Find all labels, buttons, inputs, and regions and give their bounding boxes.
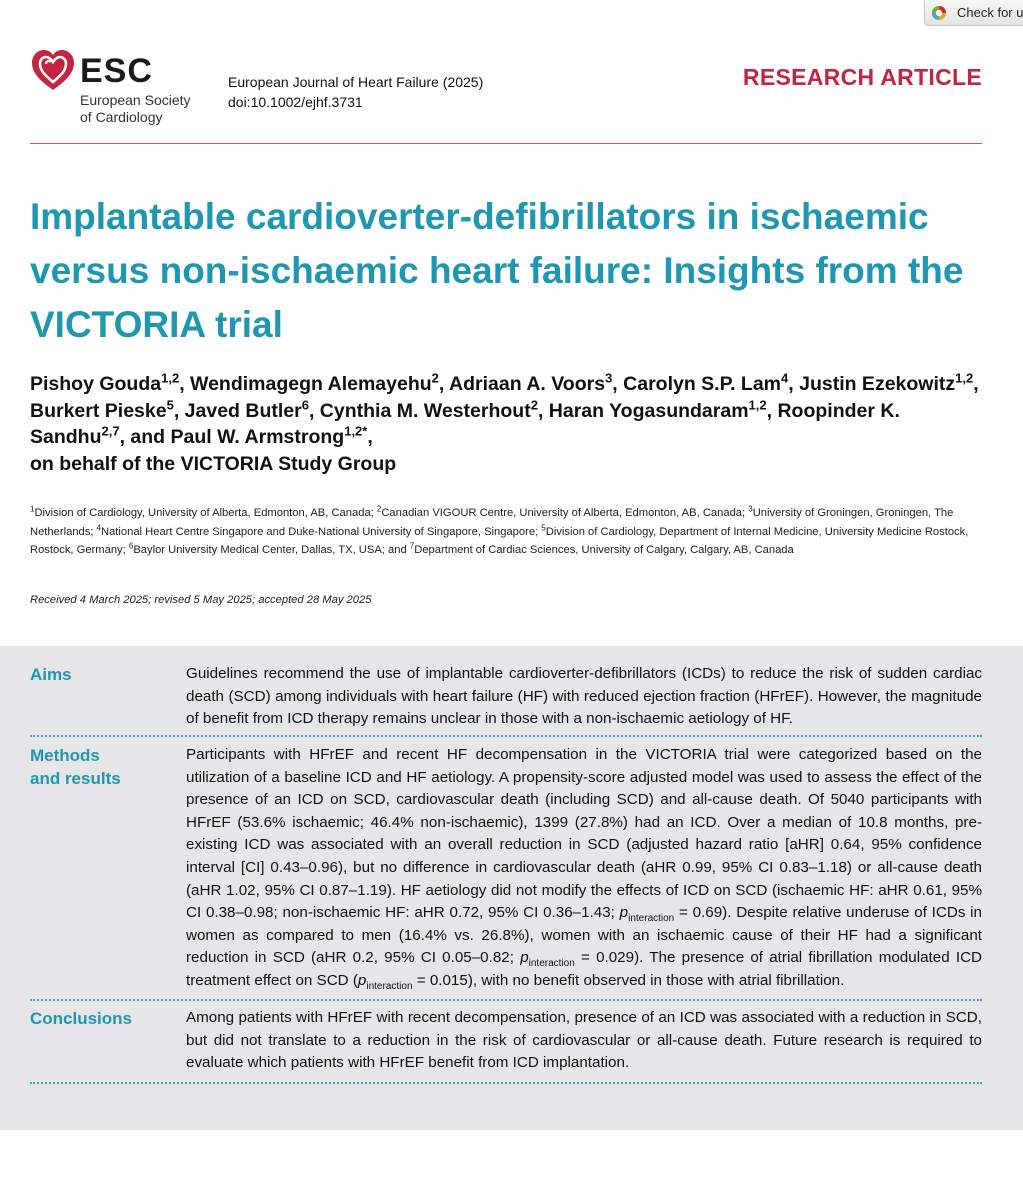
author-separator: , [788,373,800,395]
author-separator: , [179,373,191,395]
heart-logo-icon [30,48,76,94]
methods-heading-line1: Methods [30,746,100,765]
p-value-symbol: p [357,971,367,989]
author-affiliation-number: 3 [605,370,613,386]
section-divider [30,735,982,737]
methods-text-part: = 0.69). Despite relative underuse of ICDs in women as compared to men (16.4% vs. 26.8%), women with an ischaemic cause of their HF had a significant reduction in SCD (aHR 0.2, 95% CI 0.05–0.82; [186,904,982,967]
author-affiliation-number: 2 [431,370,439,386]
author-affiliation-number: 2 [530,397,538,412]
author-affiliation-number: 4 [781,370,789,386]
author-separator: , [973,373,979,395]
methods-text-part: = 0.029). The presence of atrial fibrillation modulated ICD treatment effect on SCD ( [186,949,983,989]
methods-text [186,744,982,993]
author-name[interactable]: Javed Butler [184,399,302,422]
author-affiliation-number: 1,2 [955,370,974,386]
affiliation-number: 4 [96,522,101,532]
author-name[interactable]: Roopinder K. Sandhu [30,399,900,448]
journal-info [228,72,483,112]
section-divider [30,1082,982,1084]
affiliation-text: Division of Cardiology, Department of Internal Medicine, University Medicine Rostock, Rostock, Germany; [30,525,969,556]
author-affiliation-number: 1,2 [748,397,767,412]
author-name[interactable]: Wendimagegn Alemayehu [190,373,432,395]
article-type: RESEARCH ARTICLE [742,64,982,90]
author-separator: , and [119,426,171,448]
p-subscript: interaction [628,913,675,925]
affiliation-number: 7 [409,541,415,551]
structured-abstract [0,646,1023,1130]
affiliation-number: 2 [376,504,382,514]
author-affiliation-number: 6 [301,397,309,412]
journal-name: European Journal of Heart Failure (2025) [228,74,484,90]
author-name[interactable]: Haran Yogasundaram [548,399,749,422]
methods-heading [30,744,170,790]
received-dates: Received 4 March 2025; revised 5 May 2025; accepted 28 May 2025 [30,594,372,606]
affiliation-number: 1 [30,504,35,514]
doi[interactable]: doi:10.1002/ejhf.3731 [228,94,363,110]
affiliation-text: Canadian VIGOUR Centre, University of Alberta, Edmonton, AB, Canada; [381,507,749,519]
logo-society-name [80,92,240,126]
affiliation-number: 3 [748,504,753,514]
logo-abbreviation: ESC [80,52,153,90]
author-name[interactable]: Paul W. Armstrong [170,426,345,448]
logo-name-line1: European Society [80,92,191,108]
affiliation-text: Baylor University Medical Center, Dallas, TX, USA; and [133,544,410,556]
author-group: on behalf of the VICTORIA Study Group [30,452,397,475]
affiliation-text: National Heart Centre Singapore and Duke-National University of Singapore, Singapore; [101,525,542,538]
author-list [30,371,990,477]
author-separator: , [612,373,624,395]
author-affiliation-number: 1,2 [161,370,180,386]
methods-text-part: Participants with HFrEF and recent HF decompensation in the VICTORIA trial were categorized based on the utilization of a baseline ICD and HF aetiology. A propensity-score adjusted model was used to assess the effect of the presence of an ICD on SCD, cardiovascular death (including SCD) and all-cause death. Of 5040 participants with HFrEF (53.6% ischaemic; 46.4% non-ischaemic), 1399 (27.8%) had an ICD. Over a median of 10.8 months, pre-existing ICD was associated with an overall reduction in SCD (adjusted hazard ratio [aHR] 0.64, 95% confidence interval [CI] 0.43–0.96), but no difference in cardiovascular death (aHR 0.99, 95% CI 0.83–1.18) or all-cause death (aHR 1.02, 95% CI 0.87–1.19). HF aetiology did not modify the effects of ICD on SCD (ischaemic HF: aHR 0.61, 95% CI 0.38–0.98; non-ischaemic HF: aHR 0.72, 95% CI 0.36–1.43; [186,746,982,922]
crossmark-icon [931,5,947,21]
check-for-updates-button[interactable] [924,0,1023,26]
author-name[interactable]: Justin Ezekowitz [799,373,956,395]
p-subscript: interaction [366,980,413,992]
author-name[interactable]: Adriaan A. Voors [449,373,606,395]
author-affiliation-number: 1,2* [344,423,368,439]
author-separator: , [367,426,373,448]
affiliation-number: 5 [541,522,546,532]
affiliations [30,504,985,560]
p-value-symbol: p [520,949,529,967]
author-separator: , [766,399,778,422]
conclusions-text: Among patients with HFrEF with recent decompensation, presence of an ICD was associated with a reduction in SCD, but did not translate to a reduction in the risk of cardiovascular or all-cause death. Future research is required to evaluate which patients with HFrEF benefit from ICD implantation. [186,1009,982,1072]
author-name[interactable]: Burkert Pieske [30,399,167,422]
affiliation-text: Department of Cardiac Sciences, University of Calgary, Calgary, AB, Canada [414,544,794,556]
author-name[interactable]: Pishoy Gouda [30,373,162,395]
author-separator: , [173,399,185,422]
p-value-symbol: p [619,904,629,922]
author-separator: , [537,399,549,422]
author-separator: , [438,373,450,395]
methods-heading-line2: and results [30,769,121,788]
aims-heading: Aims [30,665,72,684]
section-divider [30,999,982,1001]
p-subscript: interaction [528,958,575,970]
author-affiliation-number: 2,7 [101,423,120,439]
header-divider [30,143,982,144]
conclusions-heading: Conclusions [30,1009,133,1028]
affiliation-text: Division of Cardiology, University of Alberta, Edmonton, AB, Canada; [34,507,377,519]
article-title: Implantable cardioverter-defibrillators in ischaemic versus non-ischaemic heart failure: Insights from the VICTORIA trial [30,196,964,345]
author-separator: , [308,399,320,422]
check-for-updates-label: Check for u [957,5,1023,20]
author-name[interactable]: Cynthia M. Westerhout [319,399,531,422]
author-name[interactable]: Carolyn S.P. Lam [623,373,782,395]
affiliation-text: University of Groningen, Groningen, The Netherlands; [30,507,954,538]
affiliation-number: 6 [128,541,134,551]
logo-name-line2: of Cardiology [80,109,163,125]
methods-text-part: = 0.015), with no benefit observed in those with atrial fibrillation. [412,971,845,989]
aims-text: Guidelines recommend the use of implantable cardioverter-defibrillators (ICDs) to reduce the risk of sudden cardiac death (SCD) among individuals with heart failure (HF) with reduced ejection fraction (HFrEF). However, the magnitude of benefit from ICD therapy remains unclear in those with a non-ischaemic aetiology of HF. [186,665,982,728]
author-affiliation-number: 5 [166,397,174,412]
